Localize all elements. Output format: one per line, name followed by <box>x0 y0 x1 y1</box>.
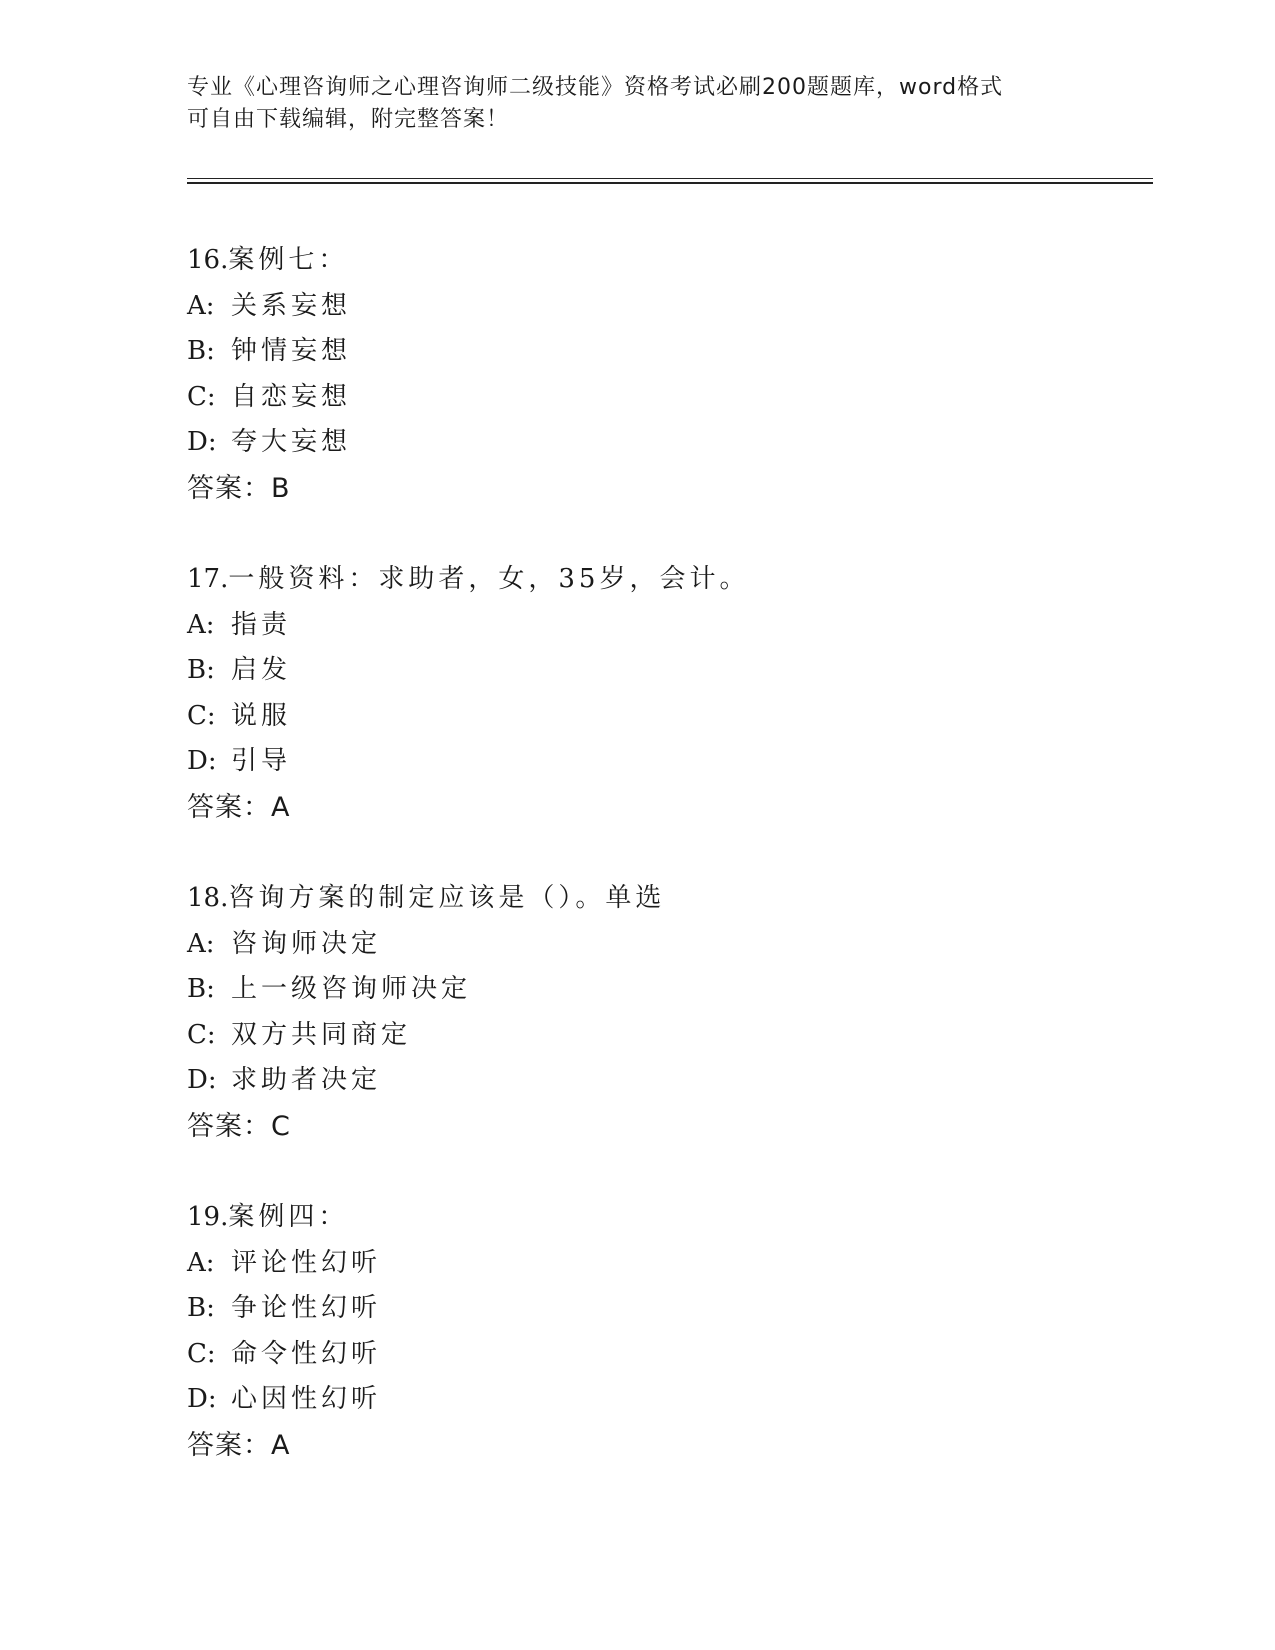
option-c <box>187 1013 1087 1059</box>
option-b <box>187 1286 1087 1332</box>
document-header <box>187 72 1067 136</box>
header-divider-thin <box>187 178 1153 179</box>
option-letter: A: <box>187 928 215 959</box>
option-text: 关系妄想 <box>231 290 352 321</box>
option-text: 咨询师决定 <box>231 928 382 959</box>
header-line-2: 可自由下载编辑，附完整答案！ <box>187 107 510 132</box>
answer-line: 答案：C <box>187 1110 291 1142</box>
question-text: 案例四： <box>228 1202 349 1232</box>
option-letter: D: <box>187 1065 217 1095</box>
question-18 <box>187 876 1087 1149</box>
question-text: 咨询方案的制定应该是（）。单选 <box>228 883 666 913</box>
option-text: 双方共同商定 <box>231 1019 412 1050</box>
question-16 <box>187 238 1087 511</box>
option-letter: C: <box>187 1338 216 1369</box>
option-letter: D: <box>187 1384 217 1414</box>
option-c <box>187 694 1087 740</box>
option-letter: B: <box>187 655 215 685</box>
option-a <box>187 922 1087 968</box>
option-text: 启发 <box>231 655 292 685</box>
option-text: 自恋妄想 <box>231 381 352 412</box>
question-stem <box>187 238 1087 284</box>
option-a <box>187 603 1087 649</box>
answer-line: 答案：A <box>187 1429 291 1461</box>
question-stem <box>187 1195 1087 1241</box>
option-d <box>187 420 1087 466</box>
question-stem <box>187 557 1087 603</box>
header-divider-thick <box>187 182 1153 184</box>
option-b <box>187 648 1087 694</box>
option-text: 夸大妄想 <box>231 427 352 457</box>
option-text: 指责 <box>231 609 292 640</box>
option-letter: A: <box>187 1247 215 1278</box>
option-letter: D: <box>187 746 217 776</box>
question-text: 一般资料：求助者，女，35岁，会计。 <box>228 564 750 594</box>
option-a <box>187 1241 1087 1287</box>
question-stem <box>187 876 1087 922</box>
question-number: 18. <box>187 883 229 913</box>
option-c <box>187 375 1087 421</box>
option-b <box>187 329 1087 375</box>
option-b <box>187 967 1087 1013</box>
option-text: 求助者决定 <box>231 1065 382 1095</box>
option-c <box>187 1332 1087 1378</box>
option-letter: D: <box>187 427 217 457</box>
option-d <box>187 739 1087 785</box>
question-number: 19. <box>187 1202 229 1232</box>
question-list <box>187 238 1087 1514</box>
option-letter: C: <box>187 381 216 412</box>
option-letter: A: <box>187 290 215 321</box>
option-text: 上一级咨询师决定 <box>231 974 472 1004</box>
option-letter: B: <box>187 336 215 366</box>
option-a <box>187 284 1087 330</box>
option-text: 说服 <box>231 700 292 731</box>
answer-line: 答案：A <box>187 791 291 823</box>
option-text: 争论性幻听 <box>231 1293 382 1323</box>
option-text: 命令性幻听 <box>231 1338 382 1369</box>
option-d <box>187 1058 1087 1104</box>
header-line-1: 专业《心理咨询师之心理咨询师二级技能》资格考试必刷200题题库，word格式 <box>187 75 1004 100</box>
question-text: 案例七： <box>228 245 349 275</box>
question-number: 16. <box>187 245 229 275</box>
option-letter: B: <box>187 1293 215 1323</box>
option-d <box>187 1377 1087 1423</box>
answer-line: 答案：B <box>187 472 291 504</box>
question-number: 17. <box>187 564 229 594</box>
option-text: 引导 <box>231 746 292 776</box>
question-19 <box>187 1195 1087 1468</box>
question-17 <box>187 557 1087 830</box>
option-letter: A: <box>187 609 215 640</box>
option-letter: C: <box>187 1019 216 1050</box>
option-text: 心因性幻听 <box>231 1384 382 1414</box>
option-text: 评论性幻听 <box>231 1247 382 1278</box>
option-letter: C: <box>187 700 216 731</box>
option-letter: B: <box>187 974 215 1004</box>
option-text: 钟情妄想 <box>231 336 352 366</box>
